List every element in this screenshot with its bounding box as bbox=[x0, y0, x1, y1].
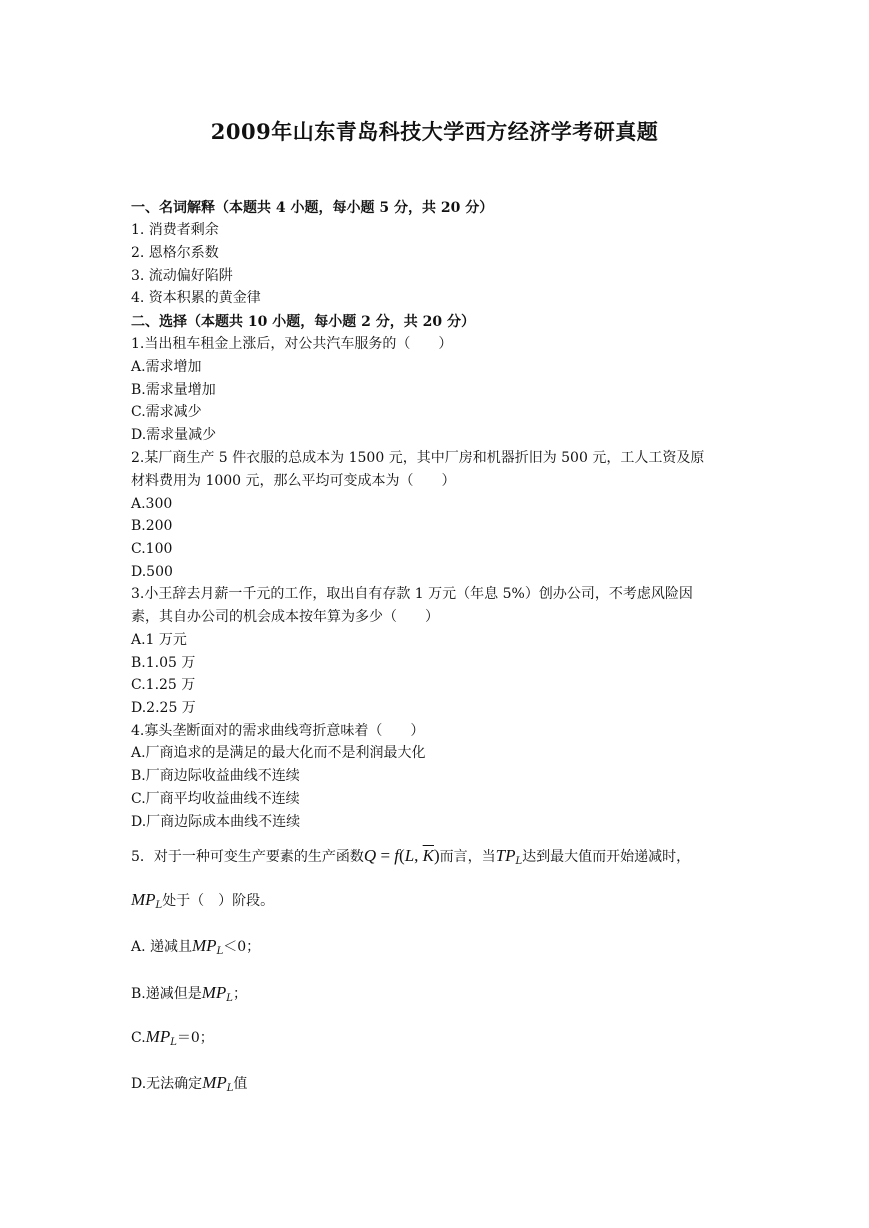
term-item: 2. 恩格尔系数 bbox=[131, 245, 219, 261]
option-label: A. 递减且 bbox=[131, 939, 193, 955]
formula-paren: ( bbox=[399, 846, 405, 865]
subscript-l: L bbox=[216, 946, 224, 957]
option bbox=[131, 1027, 214, 1053]
question-stem: 3.小王辞去月薪一千元的工作，取出自有存款 1 万元（年息 5%）创办公司，不考虑风险因 bbox=[131, 586, 693, 602]
formula-q: Q bbox=[363, 846, 377, 865]
page-title: 2009年山东青岛科技大学西方经济学考研真题 bbox=[210, 119, 659, 144]
formula-eq: = bbox=[376, 846, 395, 865]
term-item: 3. 流动偏好陷阱 bbox=[131, 268, 233, 284]
option-tail: ＜0； bbox=[223, 939, 261, 955]
subscript-l: L bbox=[226, 1083, 234, 1094]
formula-mp: MP bbox=[202, 1073, 227, 1092]
term-item: 4. 资本积累的黄金律 bbox=[131, 290, 261, 306]
option-label: B.递减但是 bbox=[131, 986, 202, 1002]
option: A.300 bbox=[131, 496, 173, 512]
option bbox=[131, 983, 247, 1009]
formula-mp: MP bbox=[201, 983, 227, 1002]
question-stem bbox=[131, 890, 274, 916]
option: D.500 bbox=[131, 564, 173, 580]
q5-text: 而言，当 bbox=[439, 849, 496, 865]
option: B.需求量增加 bbox=[131, 382, 216, 398]
q5-text: 达到最大值而开始递减时， bbox=[522, 849, 691, 865]
subscript-l: L bbox=[170, 1037, 177, 1048]
formula-paren: ) bbox=[434, 846, 440, 865]
option-tail: 值 bbox=[233, 1076, 248, 1092]
formula-mp: MP bbox=[145, 1027, 171, 1046]
option: A.厂商追求的是满足的最大化而不是利润最大化 bbox=[131, 745, 426, 761]
question-stem: 材料费用为 1000 元，那么平均可变成本为（ ） bbox=[131, 473, 456, 489]
option: B.200 bbox=[131, 518, 173, 534]
formula-comma: , bbox=[414, 846, 423, 865]
formula-mp: MP bbox=[131, 890, 156, 909]
formula-mp: MP bbox=[192, 936, 217, 955]
option-label: D.无法确定 bbox=[131, 1076, 203, 1092]
question-stem: 2.某厂商生产 5 件衣服的总成本为 1500 元，其中厂房和机器折旧为 500 元，工人工资及原 bbox=[131, 450, 705, 466]
option: B.1.05 万 bbox=[131, 655, 196, 671]
formula-l: L bbox=[404, 846, 415, 865]
subscript-l: L bbox=[226, 993, 233, 1004]
option-tail: ＝0； bbox=[176, 1030, 214, 1046]
question-stem bbox=[131, 846, 690, 872]
question-stem: 4.寡头垄断面对的需求曲线弯折意味着（ ） bbox=[131, 723, 425, 739]
question-stem: 1.当出租车租金上涨后，对公共汽车服务的（ ） bbox=[131, 336, 453, 352]
formula-f: f bbox=[394, 846, 400, 865]
option bbox=[131, 1073, 247, 1099]
option: B.厂商边际收益曲线不连续 bbox=[131, 768, 300, 784]
option-label: C. bbox=[131, 1030, 146, 1046]
subscript-l: L bbox=[155, 900, 163, 911]
q5-text: 处于（ ）阶段。 bbox=[162, 893, 275, 909]
question-stem: 素，其自办公司的机会成本按年算为多少（ ） bbox=[131, 609, 439, 625]
section2-heading: 二、选择（本题共 10 小题，每小题 2 分，共 20 分） bbox=[131, 314, 475, 330]
option: C.1.25 万 bbox=[131, 677, 196, 693]
formula-tp: TP bbox=[495, 846, 516, 865]
option: D.需求量减少 bbox=[131, 427, 217, 443]
q5-text: 5．对于一种可变生产要素的生产函数 bbox=[131, 849, 364, 865]
formula-k: $\overline{K}$ bbox=[422, 846, 434, 865]
option: C.需求减少 bbox=[131, 404, 202, 420]
subscript-l: L bbox=[515, 856, 523, 867]
option bbox=[131, 936, 260, 962]
option: D.2.25 万 bbox=[131, 700, 196, 716]
option: C.100 bbox=[131, 541, 173, 557]
option: D.厂商边际成本曲线不连续 bbox=[131, 814, 301, 830]
term-item: 1. 消费者剩余 bbox=[131, 222, 219, 238]
option: C.厂商平均收益曲线不连续 bbox=[131, 791, 300, 807]
option: A.需求增加 bbox=[131, 359, 202, 375]
option: A.1 万元 bbox=[131, 632, 187, 648]
section1-heading: 一、名词解释（本题共 4 小题，每小题 5 分，共 20 分） bbox=[131, 200, 494, 216]
option-tail: ； bbox=[232, 986, 247, 1002]
